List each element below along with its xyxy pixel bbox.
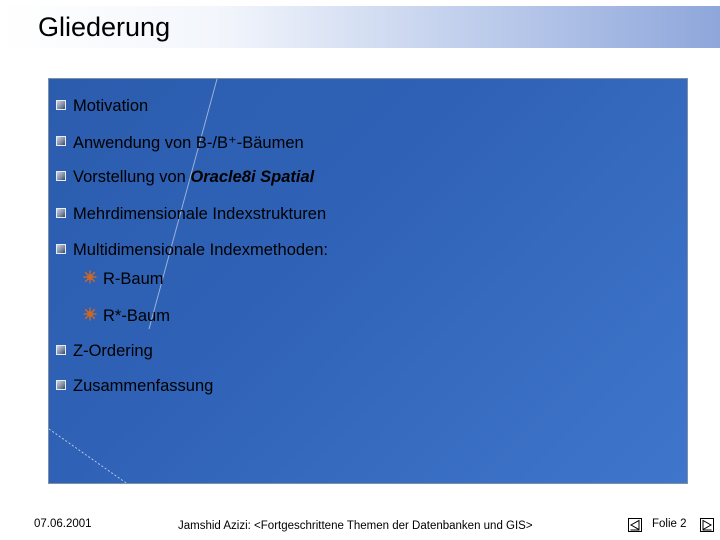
item-label: R*-Baum [103, 307, 170, 325]
square-bullet-icon [56, 100, 66, 110]
square-bullet-icon [56, 380, 66, 390]
outline-item-zusammenfassung [73, 377, 213, 396]
sub-item-r-baum [103, 270, 164, 289]
outline-item-anwendung [73, 133, 304, 153]
square-bullet-icon [56, 244, 66, 254]
outline-item-multidimensional [73, 241, 328, 260]
outline-item-mehrdimensional [73, 205, 326, 224]
triangle-left-icon[interactable] [628, 518, 642, 532]
outline-item-vorstellung [73, 168, 314, 187]
triangle-right-icon[interactable] [700, 518, 714, 532]
item-label: Anwendung von B-/B⁺-Bäumen [73, 134, 304, 152]
square-bullet-icon [56, 136, 66, 146]
outline-item-motivation [73, 97, 148, 116]
star-bullet-icon [83, 270, 97, 284]
slide-title: Gliederung [38, 12, 171, 42]
item-label-prefix: Vorstellung von [73, 168, 191, 186]
square-bullet-icon [56, 345, 66, 355]
square-bullet-icon [56, 171, 66, 181]
item-label: Motivation [73, 97, 149, 115]
square-bullet-icon [56, 208, 66, 218]
footer-presenter: Jamshid Azizi: <Fortgeschrittene Themen der Datenbanken und GIS> [178, 520, 533, 532]
outline-item-z-ordering [73, 342, 153, 361]
item-label: Multidimensionale Indexmethoden: [73, 241, 328, 259]
content-panel [48, 78, 688, 484]
slide-number: Folie 2 [652, 518, 687, 530]
oracle-product-name: Oracle8i Spatial [190, 168, 315, 186]
item-label: Mehrdimensionale Indexstrukturen [73, 205, 327, 223]
item-label: R-Baum [103, 270, 164, 288]
footer-date: 07.06.2001 [34, 518, 92, 530]
star-bullet-icon [83, 307, 97, 321]
item-label: Zusammenfassung [73, 377, 214, 395]
sub-item-r-star-baum [103, 307, 170, 326]
item-label: Z-Ordering [73, 342, 153, 360]
